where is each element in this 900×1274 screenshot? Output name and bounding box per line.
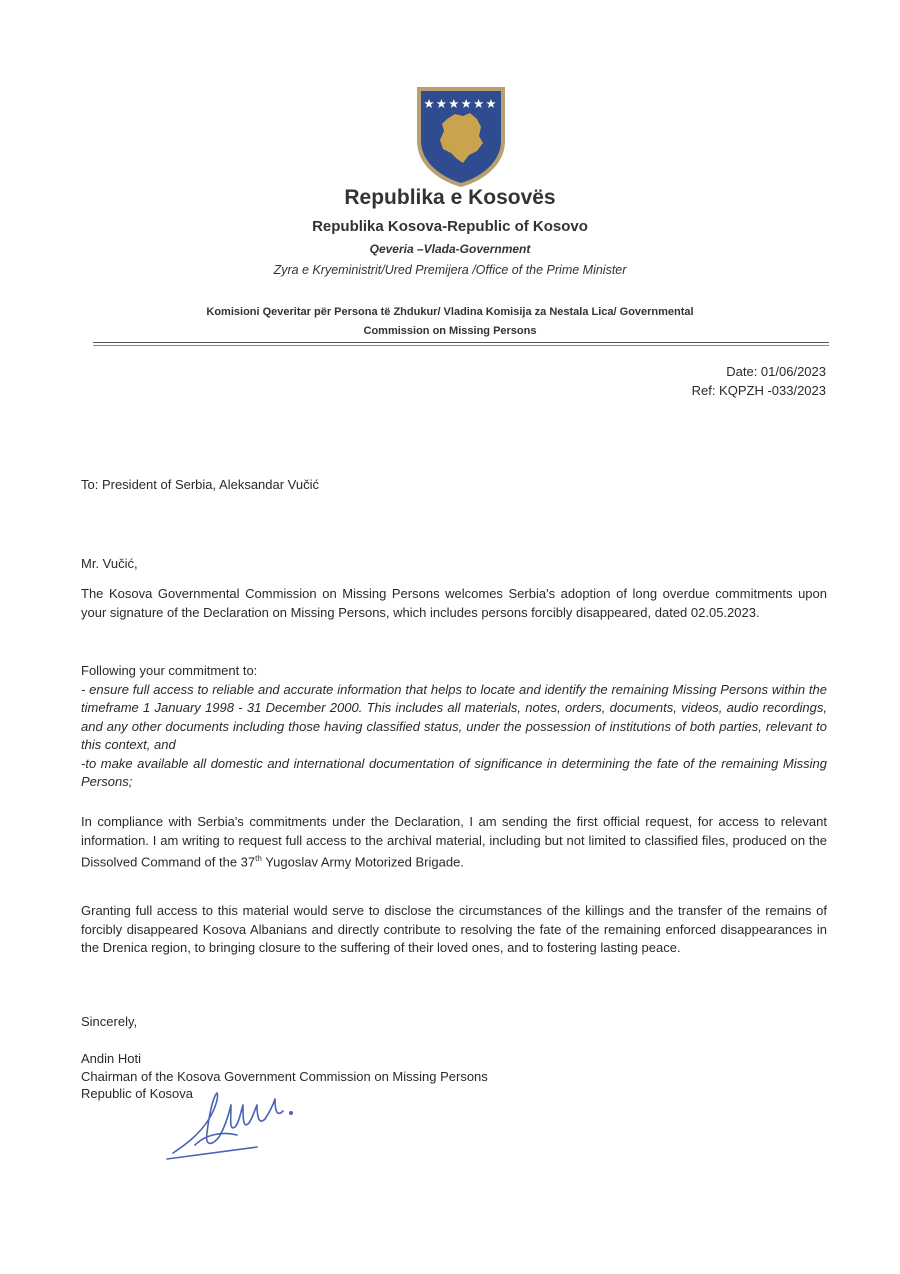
header-divider [93,342,829,343]
letter-reference: Ref: KQPZH -033/2023 [691,383,826,398]
signer-title: Chairman of the Kosova Government Commission on Missing Persons [81,1068,488,1084]
paragraph-1: The Kosova Governmental Commission on Missing Persons welcomes Serbia's adoption of long overdue commitments upon your signature of the Declaration on Missing Persons, which includes persons forcibly disappeared, dated 02.05.2023. [81,586,827,620]
signer-organization: Republic of Kosova [81,1086,194,1101]
kosovo-coat-of-arms-icon [413,83,509,189]
commission-heading [100,303,800,341]
ordinal-suffix: th [255,854,262,863]
signer-name: Andin Hoti [81,1051,141,1066]
handwritten-signature-icon [165,1075,325,1165]
letter-date: Date: 01/06/2023 [726,364,826,379]
letter-meta [692,362,826,400]
commission-heading-line1: Komisioni Qeveritar për Persona të Zhdukur/ Vladina Komisija za Nestala Lica/ Governmental [206,306,694,318]
header-divider-thin [93,345,829,346]
salutation: Mr. Vučić, [81,556,138,571]
commitment-item-1: - ensure full access to reliable and accurate information that helps to locate and identify the remaining Missing Persons within the timeframe 1 January 1998 - 31 December 2000. This includes all materials, notes, orders, documents, videos, audio recordings, and any other documents including those having classified status, under the possession of institutions of both parties, relevant to this context, and [81,681,827,752]
paragraph-2 [81,662,827,792]
paragraph-4: Granting full access to this material would serve to disclose the circumstances of the killings and the transfer of the remains of forcibly disappeared Kosova Albanians and directly contribute to resolving the fate of the remaining enforced disappearances in the Drenica region, to bringing closure to the suffering of their loved ones, and to fostering lasting peace. [81,903,827,955]
country-name-sq: Republika e Kosovës [344,186,556,209]
commission-heading-line2: Commission on Missing Persons [363,325,537,337]
office-label: Zyra e Kryeministrit/Ured Premijera /Office of the Prime Minister [273,263,627,277]
commitment-item-2: -to make available all domestic and international documentation of significance in determining the fate of the remaining Missing Persons; [81,755,827,789]
closing: Sincerely, [81,1014,138,1029]
recipient-line: To: President of Serbia, Aleksandar Vučić [81,477,319,492]
paragraph-2-intro: Following your commitment to: [81,663,258,678]
paragraph-3-text-end: Yugoslav Army Motorized Brigade. [261,854,464,870]
government-label: Qeveria –Vlada-Government [369,242,531,256]
paragraph-3 [81,813,827,872]
paragraph-3-text: In compliance with Serbia's commitments under the Declaration, I am sending the first official request, for access to relevant information. I am writing to request full access to the archival material, including but not limited to classified files, produced on the Dissolved Command of the 37 [81,814,827,870]
country-name-multilingual: Republika Kosova-Republic of Kosovo [312,218,588,235]
